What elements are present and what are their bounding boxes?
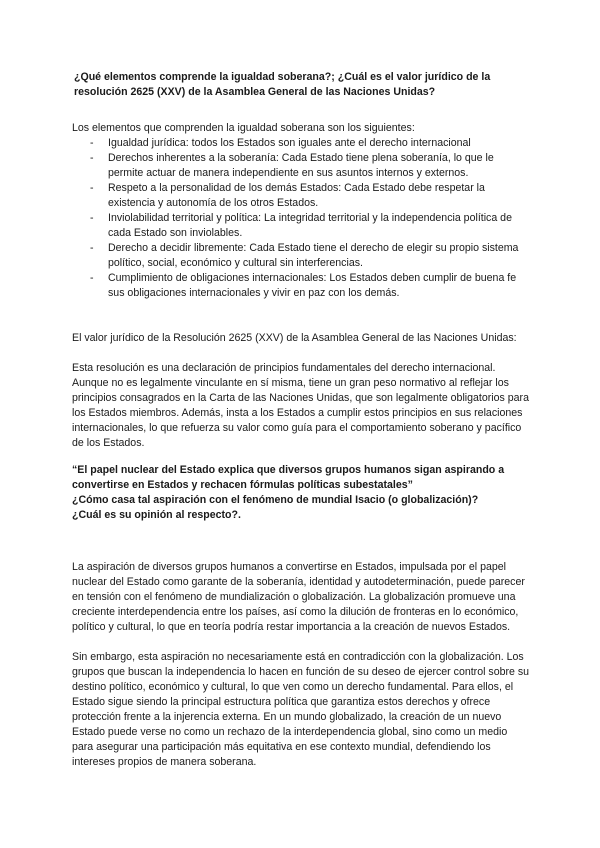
list-item-text: Derecho a decidir libremente: Cada Estado tiene el derecho de elegir su propio sistema político, social, económico y cultural sin interferencias.	[108, 242, 519, 269]
list-item-text: Derechos inherentes a la soberanía: Cada Estado tiene plena soberanía, lo que le permite actuar de manera independiente en sus asuntos internos y externos.	[108, 152, 494, 179]
bullet-dash: -	[90, 182, 94, 194]
list-item	[72, 151, 530, 181]
list-item-text: Inviolabilidad territorial y política: La integridad territorial y la independencia política de cada Estado son inviolables.	[108, 212, 512, 239]
list-item-text: Igualdad jurídica: todos los Estados son iguales ante el derecho internacional	[108, 137, 471, 149]
list-item-text: Respeto a la personalidad de los demás Estados: Cada Estado debe respetar la existencia y autonomía de los otros Estados.	[108, 182, 485, 209]
bullet-dash: -	[90, 272, 94, 284]
bullet-dash: -	[90, 212, 94, 224]
document-page	[72, 70, 530, 770]
legal-value-paragraph: Esta resolución es una declaración de principios fundamentales del derecho internacional. Aunque no es legalmente vinculante en sí misma, tiene un gran peso normativo al reflejar los principios consagrados en la Carta de las Naciones Unidas, que son legalmente obligatorios para los Estados miembros. Además, insta a los Estados a cumplir estos principios en sus relaciones internacionales, lo que refuerza su valor como guía para el comportamiento soberano y pacífico de los Estados.	[72, 362, 529, 449]
answer-paragraph-2: Sin embargo, esta aspiración no necesariamente está en contradicción con la globalización. Los grupos que buscan la independencia lo hacen en función de su deseo de ejercer control sobre su destino político, económico y cultural, lo que ven como un derecho fundamental. Para ellos, el Estado sigue siendo la principal estructura política que garantiza estos derechos y ofrece protección frente a la injerencia externa. En un mundo globalizado, la creación de un nuevo Estado puede verse no como un rechazo de la interdependencia global, sino como un medio para asegurar una participación más equitativa en ese contexto mundial, defendiendo los intereses propios de manera soberana.	[72, 651, 530, 768]
list-item	[72, 271, 530, 301]
question-1-heading: ¿Qué elementos comprende la igualdad soberana?; ¿Cuál es el valor jurídico de la resolución 2625 (XXV) de la Asamblea General de las Naciones Unidas?	[74, 71, 491, 98]
question-2-opinion: ¿Cuál es su opinión al respecto?.	[72, 509, 241, 521]
list-item	[72, 241, 530, 271]
elements-intro: Los elementos que comprenden la igualdad soberana son los siguientes:	[72, 122, 415, 134]
list-item	[72, 211, 530, 241]
question-2-globalization: ¿Cómo casa tal aspiración con el fenómeno de mundial Isacio (o globalización)?	[72, 494, 479, 506]
bullet-dash: -	[90, 152, 94, 164]
question-2-quote: “El papel nuclear del Estado explica que diversos grupos humanos sigan aspirando a convertirse en Estados y rechacen fórmulas políticas subestatales”	[72, 464, 505, 491]
list-item	[72, 181, 530, 211]
bullet-dash: -	[90, 137, 94, 149]
elements-list	[72, 136, 530, 301]
legal-value-intro: El valor jurídico de la Resolución 2625 (XXV) de la Asamblea General de las Naciones Unidas:	[72, 332, 517, 344]
list-item	[72, 136, 530, 151]
answer-paragraph-1: La aspiración de diversos grupos humanos a convertirse en Estados, impulsada por el papel nuclear del Estado como garante de la soberanía, identidad y autodeterminación, puede parecer en tensión con el fenómeno de mundialización o globalización. La globalización promueve una creciente interdependencia entre los países, así como la dilución de fronteras en lo económico, político y cultural, lo que en teoría podría restar importancia a la creación de nuevos Estados.	[72, 561, 525, 633]
list-item-text: Cumplimiento de obligaciones internacionales: Los Estados deben cumplir de buena fe sus obligaciones internacionales y vivir en paz con los demás.	[108, 272, 517, 299]
bullet-dash: -	[90, 242, 94, 254]
question-2-block	[72, 463, 530, 523]
